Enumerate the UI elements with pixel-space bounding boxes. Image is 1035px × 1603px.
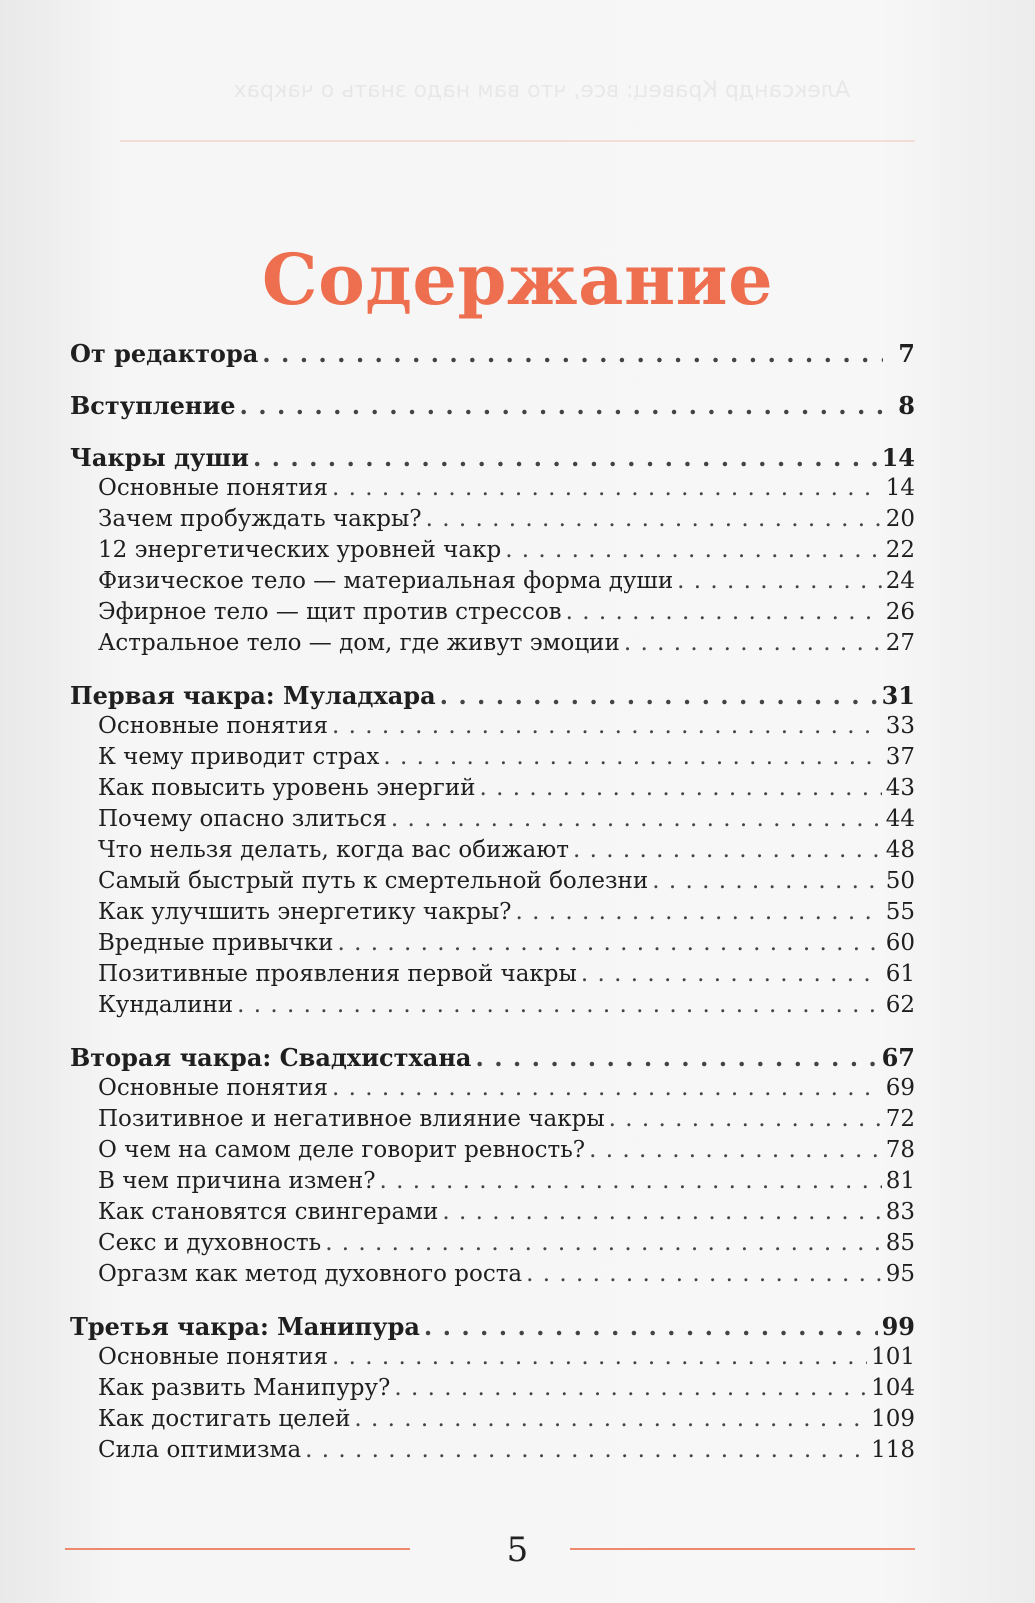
toc-section-entry[interactable] [70,1404,915,1435]
toc-entry-page-number: 22 [885,537,915,563]
toc-entry-label: Третья чакра: Манипура [70,1312,420,1341]
toc-section-entry[interactable] [70,1373,915,1404]
toc-entry-page-number: 95 [885,1261,915,1287]
toc-section-entry[interactable] [70,1073,915,1104]
toc-section-entry[interactable] [70,804,915,835]
toc-dot-leader [325,1228,882,1259]
toc-dot-leader [332,1342,867,1373]
toc-entry-page-number: 50 [885,868,915,894]
toc-section-entry[interactable] [70,990,915,1021]
toc-entry-page-number: 72 [885,1106,915,1132]
toc-entry-page-number: 8 [898,391,915,420]
toc-entry-label: Основные понятия [98,1344,328,1370]
toc-entry-page-number: 14 [881,443,915,472]
toc-entry-page-number: 104 [871,1375,915,1401]
toc-section-entry[interactable] [70,1197,915,1228]
toc-entry-label: Как достигать целей [98,1406,351,1432]
toc-entry-label: О чем на самом деле говорит ревность? [98,1137,586,1163]
toc-dot-leader [424,1311,878,1342]
toc-section-entry[interactable] [70,742,915,773]
toc-dot-leader [581,959,882,990]
toc-entry-label: Основные понятия [98,475,328,501]
toc-entry-label: Самый быстрый путь к смертельной болезни [98,868,649,894]
toc-chapter-entry[interactable] [70,1311,915,1342]
toc-section-entry[interactable] [70,928,915,959]
toc-chapter-entry[interactable] [70,1042,915,1073]
toc-section-entry[interactable] [70,628,915,659]
toc-dot-leader [652,866,882,897]
toc-entry-label: Астральное тело — дом, где живут эмоции [98,630,620,656]
toc-dot-leader [332,473,882,504]
toc-dot-leader [526,1259,882,1290]
bleed-through-rule [120,140,915,142]
toc-entry-page-number: 55 [885,899,915,925]
toc-chapter-entry[interactable] [70,338,915,369]
toc-entry-label: Зачем пробуждать чакры? [98,506,422,532]
toc-section-entry[interactable] [70,504,915,535]
page-title: Содержание [261,237,774,321]
toc-section-entry[interactable] [70,773,915,804]
toc-entry-page-number: 60 [885,930,915,956]
toc-entry-label: Как становятся свингерами [98,1199,439,1225]
toc-section-entry[interactable] [70,1166,915,1197]
toc-entry-page-number: 33 [885,713,915,739]
toc-entry-label: Вторая чакра: Свадхистхана [70,1043,472,1072]
toc-chapter-entry[interactable] [70,390,915,421]
toc-dot-leader [305,1435,867,1466]
toc-dot-leader [515,897,881,928]
page-number: 5 [506,1530,529,1570]
toc-entry-label: Как улучшить энергетику чакры? [98,899,512,925]
toc-dot-leader [262,338,883,369]
toc-entry-label: Что нельзя делать, когда вас обижают [98,837,570,863]
toc-entry-label: К чему приводит страх [98,744,380,770]
toc-section-entry[interactable] [70,897,915,928]
toc-entry-page-number: 81 [885,1168,915,1194]
toc-entry-page-number: 44 [885,806,915,832]
toc-section-entry[interactable] [70,866,915,897]
toc-entry-page-number: 62 [885,992,915,1018]
toc-dot-leader [354,1404,867,1435]
toc-entry-page-number: 14 [885,475,915,501]
toc-entry-page-number: 69 [885,1075,915,1101]
toc-section-entry[interactable] [70,1104,915,1135]
bleed-through-header: Александр Кравец: все, что вам надо знать о чакрах [233,78,850,103]
toc-section-entry[interactable] [70,835,915,866]
toc-entry-page-number: 43 [885,775,915,801]
toc-section-entry[interactable] [70,1259,915,1290]
toc-entry-page-number: 48 [885,837,915,863]
toc-entry-label: Чакры души [70,443,249,472]
toc-chapter-entry[interactable] [70,680,915,711]
toc-entry-page-number: 83 [885,1199,915,1225]
toc-entry-label: Эфирное тело — щит против стрессов [98,599,562,625]
toc-entry-label: 12 энергетических уровней чакр [98,537,502,563]
toc-entry-label: Позитивное и негативное влияние чакры [98,1106,605,1132]
toc-entry-page-number: 67 [881,1043,915,1072]
toc-dot-leader [677,566,882,597]
toc-entry-page-number: 7 [898,339,915,368]
toc-entry-page-number: 37 [885,744,915,770]
toc-dot-leader [624,628,882,659]
toc-dot-leader [253,442,878,473]
toc-dot-leader [589,1135,882,1166]
toc-section-entry[interactable] [70,597,915,628]
toc-entry-label: Вступление [70,391,236,420]
toc-entry-page-number: 118 [871,1437,915,1463]
toc-entry-label: Как повысить уровень энергий [98,775,476,801]
toc-section-entry[interactable] [70,473,915,504]
toc-entry-page-number: 27 [885,630,915,656]
toc-section-entry[interactable] [70,1342,915,1373]
toc-entry-label: Физическое тело — материальная форма души [98,568,674,594]
toc-chapter-entry[interactable] [70,442,915,473]
toc-entry-label: Основные понятия [98,1075,328,1101]
toc-dot-leader [380,1166,882,1197]
toc-entry-page-number: 20 [885,506,915,532]
toc-dot-leader [505,535,882,566]
toc-dot-leader [440,680,878,711]
toc-dot-leader [240,390,883,421]
toc-entry-label: В чем причина измен? [98,1168,376,1194]
toc-dot-leader [479,773,881,804]
toc-dot-leader [442,1197,881,1228]
toc-dot-leader [426,504,882,535]
toc-section-entry[interactable] [70,1228,915,1259]
table-of-contents [70,338,915,1466]
toc-entry-label: От редактора [70,339,259,368]
footer-rule-right [570,1548,915,1550]
toc-entry-page-number: 85 [885,1230,915,1256]
toc-dot-leader [566,597,882,628]
toc-entry-label: Основные понятия [98,713,328,739]
toc-dot-leader [332,711,882,742]
toc-dot-leader [338,928,882,959]
toc-dot-leader [573,835,882,866]
toc-entry-label: Кундалини [98,992,234,1018]
toc-entry-page-number: 31 [881,681,915,710]
toc-entry-label: Сила оптимизма [98,1437,302,1463]
toc-entry-label: Секс и духовность [98,1230,322,1256]
toc-section-entry[interactable] [70,1435,915,1466]
toc-entry-page-number: 26 [885,599,915,625]
toc-entry-page-number: 61 [885,961,915,987]
toc-dot-leader [394,1373,867,1404]
toc-entry-label: Позитивные проявления первой чакры [98,961,577,987]
toc-section-entry[interactable] [70,535,915,566]
toc-dot-leader [332,1073,882,1104]
toc-section-entry[interactable] [70,566,915,597]
toc-entry-label: Оргазм как метод духовного роста [98,1261,523,1287]
toc-entry-page-number: 24 [885,568,915,594]
toc-entry-page-number: 101 [871,1344,915,1370]
toc-entry-label: Почему опасно злиться [98,806,387,832]
toc-section-entry[interactable] [70,711,915,742]
toc-dot-leader [391,804,882,835]
toc-entry-page-number: 99 [881,1312,915,1341]
toc-dot-leader [383,742,881,773]
toc-entry-label: Как развить Манипуру? [98,1375,391,1401]
toc-entry-page-number: 78 [885,1137,915,1163]
toc-entry-label: Первая чакра: Муладхара [70,681,436,710]
toc-entry-page-number: 109 [871,1406,915,1432]
toc-dot-leader [475,1042,877,1073]
toc-section-entry[interactable] [70,1135,915,1166]
toc-dot-leader [609,1104,882,1135]
toc-section-entry[interactable] [70,959,915,990]
toc-entry-label: Вредные привычки [98,930,334,956]
toc-dot-leader [237,990,882,1021]
